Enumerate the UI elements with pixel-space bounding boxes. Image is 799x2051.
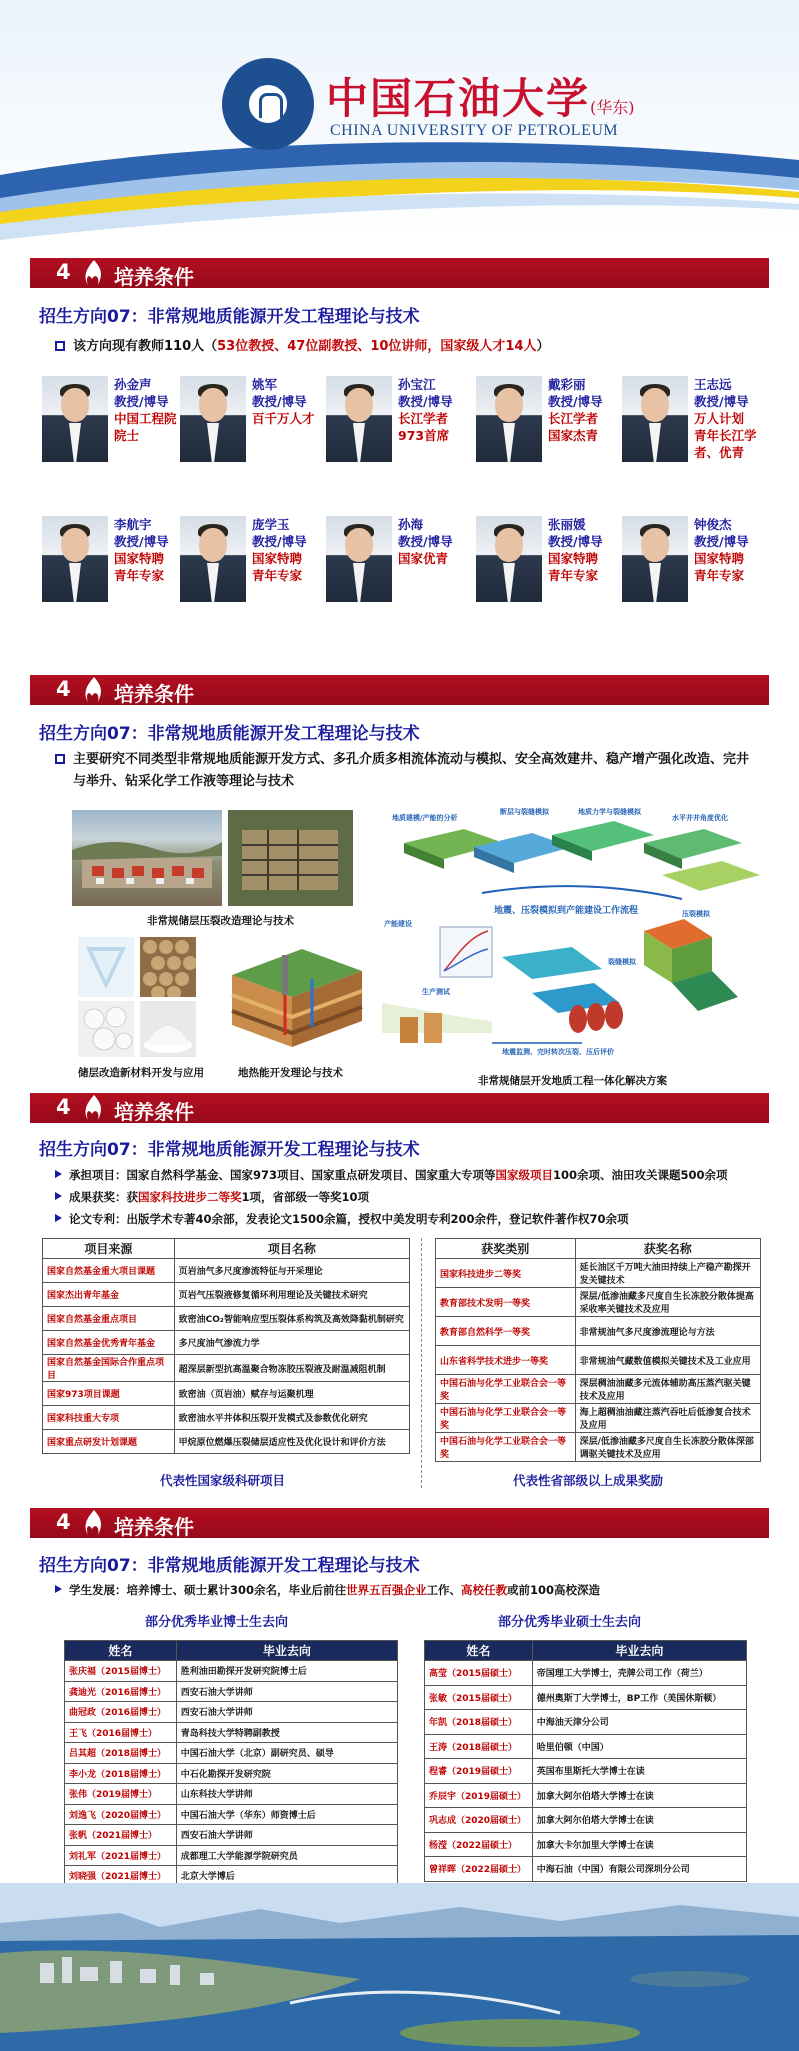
portrait-photo: [476, 376, 542, 462]
faculty-honor: 国家特聘 青年专家: [114, 551, 165, 583]
row-label-cell: 刘礼军（2021届博士）: [65, 1845, 177, 1866]
faculty-name: 李航宇: [114, 517, 152, 532]
flame-logo-icon: [82, 1509, 106, 1537]
row-value-cell: 中石化勘探开发研究院: [176, 1763, 397, 1784]
row-value-cell: 致密油（页岩油）赋存与运聚机理: [174, 1382, 409, 1406]
table-row: [43, 1406, 410, 1430]
table-row: [436, 1433, 761, 1462]
geothermal-block-graphic: [222, 935, 372, 1055]
row-value-cell: 延长油区千万吨大油田持续上产稳产勘探开发关键技术: [575, 1259, 760, 1288]
row-label-cell: 吕其超（2018届博士）: [65, 1743, 177, 1764]
row-label-cell: 中国石油与化学工业联合会一等奖: [436, 1404, 576, 1433]
faculty-title: 教授/博导: [114, 534, 169, 549]
table-row: [65, 1722, 398, 1743]
table-row: [425, 1685, 747, 1710]
table-row: [425, 1832, 747, 1857]
faculty-title: 教授/博导: [252, 534, 307, 549]
column-header: 姓名: [425, 1641, 533, 1661]
table-row: [425, 1661, 747, 1686]
university-seal-icon: [222, 58, 314, 150]
projects-table-caption: 代表性国家级科研项目: [160, 1473, 286, 1488]
direction-title: 招生方向07：非常规地质能源开发工程理论与技术: [39, 724, 420, 744]
row-label-cell: 张帆（2021届博士）: [65, 1825, 177, 1846]
projects-table: [42, 1238, 410, 1454]
row-label-cell: 国家科技重大专项: [43, 1406, 175, 1430]
table-divider: [421, 1238, 422, 1488]
faculty-honor: 国家特聘 青年专家: [694, 551, 745, 583]
row-value-cell: 哈里伯顿（中国）: [532, 1734, 746, 1759]
section-banner: 4 培养条件: [30, 1508, 769, 1538]
faculty-honor: 中国工程院院士: [114, 411, 177, 443]
portrait-photo: [42, 516, 108, 602]
row-value-cell: 帝国理工大学博士，壳牌公司工作（荷兰）: [532, 1661, 746, 1686]
table-header-row: [436, 1239, 761, 1259]
diagram-center-label: 地震、压裂模拟到产能建设工作流程: [494, 906, 639, 916]
row-label-cell: 国家自然基金国际合作重点项目: [43, 1355, 175, 1382]
row-label-cell: 国家自然基金重大项目课题: [43, 1259, 175, 1283]
material-beads-photo: [140, 937, 196, 997]
column-header: 毕业去向: [532, 1641, 746, 1661]
row-value-cell: 中海油天津分公司: [532, 1710, 746, 1735]
row-value-cell: 页岩油气多尺度渗流特征与开采理论: [174, 1259, 409, 1283]
row-value-cell: 致密油CO₂智能响应型压裂体系构筑及高效降黏机制研究: [174, 1307, 409, 1331]
row-label-cell: 王涛（2018届硕士）: [425, 1734, 533, 1759]
row-value-cell: 北京大学博后: [176, 1866, 397, 1887]
row-value-cell: 非常规油气多尺度渗流理论与方法: [575, 1317, 760, 1346]
table-header-row: [425, 1641, 747, 1661]
row-value-cell: 西安石油大学讲师: [176, 1681, 397, 1702]
table-row: [65, 1825, 398, 1846]
student-development: 学生发展：培养博士、硕士累计300余名，毕业后前往世界五百强企业工作、高校任教或前100高校深造: [55, 1580, 600, 1600]
row-value-cell: 致密油水平井体积压裂开发模式及参数优化研究: [174, 1406, 409, 1430]
faculty-summary: 该方向现有教师110人（53位教授、47位副教授、10位讲师，国家级人才14人）: [55, 336, 550, 357]
table-row: [425, 1808, 747, 1833]
row-value-cell: 加拿大阿尔伯塔大学博士在读: [532, 1783, 746, 1808]
achievement-awards: 成果获奖：获国家科技进步二等奖1项，省部级一等奖10项: [55, 1187, 369, 1207]
row-label-cell: 年凯（2018届硕士）: [425, 1710, 533, 1735]
table-row: [436, 1404, 761, 1433]
faculty-honor: 长江学者 国家杰青: [548, 411, 599, 443]
row-label-cell: 国家自然基金重点项目: [43, 1307, 175, 1331]
column-header: 项目名称: [174, 1239, 409, 1259]
page-header: [0, 0, 799, 240]
row-value-cell: 非常规油气藏数值模拟关键技术及工业应用: [575, 1346, 760, 1375]
row-value-cell: 西安石油大学讲师: [176, 1825, 397, 1846]
research-bullet: 主要研究不同类型非常规地质能源开发方式、多孔介质多相流体流动与模拟、安全高效建井、稳产增产强化改造、完井与举升、钻采化学工作液等理论与技术: [55, 749, 755, 793]
table-header-row: [43, 1239, 410, 1259]
faculty-name: 孙海: [398, 517, 424, 532]
row-label-cell: 张敏（2015届硕士）: [425, 1685, 533, 1710]
direction-title: 招生方向07：非常规地质能源开发工程理论与技术: [39, 1556, 420, 1576]
diagram-label: 水平井井角度优化: [672, 814, 728, 822]
row-value-cell: 深层稠油油藏多元流体辅助高压蒸汽驱关键技术及应用: [575, 1375, 760, 1404]
phd-table: [64, 1640, 398, 1887]
row-value-cell: 中国石油大学（华东）师资博士后: [176, 1804, 397, 1825]
row-label-cell: 国家杰出青年基金: [43, 1283, 175, 1307]
row-value-cell: 山东科技大学讲师: [176, 1784, 397, 1805]
table-row: [43, 1430, 410, 1454]
column-header: 获奖类别: [436, 1239, 576, 1259]
diagram-label: 地震监测、完时转次压裂、压后评价: [502, 1048, 614, 1056]
row-value-cell: 中国石油大学（北京）副研究员、硕导: [176, 1743, 397, 1764]
column-header: 毕业去向: [176, 1641, 397, 1661]
row-value-cell: 页岩气压裂液修复循环利用理论及关键技术研究: [174, 1283, 409, 1307]
diagram-label: 裂缝模拟: [608, 958, 636, 966]
table-row: [65, 1702, 398, 1723]
material-powder-photo: [140, 1001, 196, 1057]
drilling-pad-photo: [228, 810, 353, 906]
portrait-photo: [326, 516, 392, 602]
faculty-name: 姚军: [252, 377, 278, 392]
master-caption: 部分优秀毕业硕士生去向: [498, 1615, 642, 1630]
faculty-title: 教授/博导: [548, 394, 603, 409]
row-label-cell: 国家科技进步二等奖: [436, 1259, 576, 1288]
faculty-name: 孙金声: [114, 377, 152, 392]
faculty-title: 教授/博导: [548, 534, 603, 549]
row-value-cell: 胜利油田勘探开发研究院博士后: [176, 1661, 397, 1682]
table-row: [43, 1382, 410, 1406]
table-row: [43, 1307, 410, 1331]
material-crystal-photo: [78, 937, 134, 997]
row-label-cell: 国家重点研发计划课题: [43, 1430, 175, 1454]
row-value-cell: 海上超稠油油藏注蒸汽吞吐后低渗复合技术及应用: [575, 1404, 760, 1433]
row-value-cell: 多尺度油气渗流力学: [174, 1331, 409, 1355]
flame-logo-icon: [82, 676, 106, 704]
faculty-honor: 国家特聘 青年专家: [548, 551, 599, 583]
table-row: [436, 1375, 761, 1404]
table-row: [425, 1710, 747, 1735]
section-banner: 4 培养条件: [30, 675, 769, 705]
faculty-panel: [30, 258, 769, 643]
row-value-cell: 德州奥斯丁大学博士，BP工作（美国休斯顿）: [532, 1685, 746, 1710]
achievement-projects: 承担项目：国家自然科学基金、国家973项目、国家重点研发项目、国家重大专项等国家级项目100余项、油田攻关课题500余项: [55, 1165, 728, 1185]
section-banner: 4 培养条件: [30, 1093, 769, 1123]
table-row: [43, 1283, 410, 1307]
row-value-cell: 甲烷原位燃爆压裂储层适应性及优化设计和评价方法: [174, 1430, 409, 1454]
table-header-row: [65, 1641, 398, 1661]
university-name-en: CHINA UNIVERSITY OF PETROLEUM: [330, 122, 619, 139]
flame-logo-icon: [82, 1094, 106, 1122]
diagram-label: 产能建设: [384, 920, 412, 928]
faculty-title: 教授/博导: [252, 394, 307, 409]
table-row: [43, 1355, 410, 1382]
row-label-cell: 乔辰宇（2019届硕士）: [425, 1783, 533, 1808]
fracturing-site-photo: [72, 810, 222, 906]
portrait-photo: [326, 376, 392, 462]
table-row: [43, 1331, 410, 1355]
diagram-label: 地质力学与裂缝模拟: [578, 808, 641, 816]
row-label-cell: 张庆福（2015届博士）: [65, 1661, 177, 1682]
master-table: [424, 1640, 747, 1882]
row-label-cell: 王飞（2016届博士）: [65, 1722, 177, 1743]
awards-table-caption: 代表性省部级以上成果奖励: [513, 1473, 664, 1488]
row-value-cell: 加拿大阿尔伯塔大学博士在读: [532, 1808, 746, 1833]
row-label-cell: 中国石油与化学工业联合会一等奖: [436, 1375, 576, 1404]
row-label-cell: 张伟（2019届博士）: [65, 1784, 177, 1805]
row-label-cell: 中国石油与化学工业联合会一等奖: [436, 1433, 576, 1462]
row-label-cell: 李小龙（2018届博士）: [65, 1763, 177, 1784]
faculty-name: 孙宝江: [398, 377, 436, 392]
column-header: 获奖名称: [575, 1239, 760, 1259]
table-row: [425, 1734, 747, 1759]
campus-aerial-photo: [0, 1883, 799, 2051]
diagram-label: 断层与裂缝模拟: [500, 808, 549, 816]
row-label-cell: 刘晓强（2021届博士）: [65, 1866, 177, 1887]
row-label-cell: 程睿（2019届硕士）: [425, 1759, 533, 1784]
row-label-cell: 巩志成（2020届硕士）: [425, 1808, 533, 1833]
table-row: [65, 1661, 398, 1682]
faculty-honor: 百千万人才: [252, 411, 315, 426]
direction-title: 招生方向07：非常规地质能源开发工程理论与技术: [39, 1140, 420, 1160]
students-panel: [30, 1508, 769, 1905]
row-label-cell: 刘逸飞（2020届博士）: [65, 1804, 177, 1825]
table-row: [436, 1317, 761, 1346]
faculty-honor: 万人计划 青年长江学者、优青: [694, 411, 757, 460]
row-label-cell: 曾祥晖（2022届硕士）: [425, 1857, 533, 1882]
faculty-name: 钟俊杰: [694, 517, 732, 532]
table-row: [436, 1288, 761, 1317]
faculty-title: 教授/博导: [694, 394, 749, 409]
table-row: [425, 1759, 747, 1784]
row-value-cell: 中海石油（中国）有限公司深圳分公司: [532, 1857, 746, 1882]
row-label-cell: 曲冠政（2016届博士）: [65, 1702, 177, 1723]
row-value-cell: 超深层新型抗高温聚合物冻胶压裂液及耐温减阻机制: [174, 1355, 409, 1382]
faculty-title: 教授/博导: [114, 394, 169, 409]
portrait-photo: [180, 516, 246, 602]
caption-integrated: 非常规储层开发地质工程一体化解决方案: [478, 1075, 667, 1087]
achievements-panel: [30, 1093, 769, 1498]
achievement-papers: 论文专利：出版学术专著40余部，发表论文1500余篇，授权中美发明专利200余件，登记软件著作权70余项: [55, 1209, 629, 1229]
row-label-cell: 教育部自然科学一等奖: [436, 1317, 576, 1346]
faculty-name: 庞学玉: [252, 517, 290, 532]
university-name-cn: 中国石油大学(华东): [326, 74, 635, 123]
material-spheres-photo: [78, 1001, 134, 1057]
diagram-label: 生产测试: [422, 988, 450, 996]
table-row: [65, 1784, 398, 1805]
row-label-cell: 国家自然基金优秀青年基金: [43, 1331, 175, 1355]
row-value-cell: 加拿大卡尔加里大学博士在读: [532, 1832, 746, 1857]
row-label-cell: 教育部技术发明一等奖: [436, 1288, 576, 1317]
research-panel: [30, 675, 769, 1085]
row-label-cell: 高莹（2015届硕士）: [425, 1661, 533, 1686]
table-row: [65, 1804, 398, 1825]
faculty-name: 王志远: [694, 377, 732, 392]
row-label-cell: 山东省科学技术进步一等奖: [436, 1346, 576, 1375]
table-row: [65, 1743, 398, 1764]
table-row: [65, 1845, 398, 1866]
phd-caption: 部分优秀毕业博士生去向: [145, 1615, 289, 1630]
faculty-name: 戴彩丽: [548, 377, 586, 392]
row-value-cell: 青岛科技大学特聘副教授: [176, 1722, 397, 1743]
row-value-cell: 成都理工大学能源学院研究员: [176, 1845, 397, 1866]
direction-title: 招生方向07：非常规地质能源开发工程理论与技术: [39, 307, 420, 327]
table-row: [436, 1346, 761, 1375]
table-row: [65, 1681, 398, 1702]
table-row: [43, 1259, 410, 1283]
caption-fracturing: 非常规储层压裂改造理论与技术: [147, 915, 294, 927]
faculty-honor: 国家优青: [398, 551, 449, 566]
faculty-honor: 国家特聘 青年专家: [252, 551, 303, 583]
caption-materials: 储层改造新材料开发与应用: [78, 1067, 204, 1079]
caption-geothermal: 地热能开发理论与技术: [238, 1067, 343, 1079]
faculty-honor: 长江学者 973首席: [398, 411, 450, 443]
table-row: [436, 1259, 761, 1288]
flame-logo-icon: [82, 259, 106, 287]
row-value-cell: 西安石油大学讲师: [176, 1702, 397, 1723]
faculty-title: 教授/博导: [398, 394, 453, 409]
integrated-workflow-diagram: [382, 807, 764, 1069]
diagram-label: 地质建模/产能的分析: [392, 814, 458, 822]
column-header: 姓名: [65, 1641, 177, 1661]
table-row: [425, 1783, 747, 1808]
portrait-photo: [476, 516, 542, 602]
portrait-photo: [42, 376, 108, 462]
table-row: [65, 1763, 398, 1784]
portrait-photo: [622, 516, 688, 602]
row-label-cell: 国家973项目课题: [43, 1382, 175, 1406]
portrait-photo: [180, 376, 246, 462]
awards-table: [435, 1238, 761, 1462]
faculty-title: 教授/博导: [694, 534, 749, 549]
faculty-title: 教授/博导: [398, 534, 453, 549]
diagram-label: 压裂模拟: [682, 910, 710, 918]
table-row: [425, 1857, 747, 1882]
section-banner: 4 培养条件: [30, 258, 769, 288]
row-value-cell: 英国布里斯托大学博士在读: [532, 1759, 746, 1784]
row-label-cell: 杨滢（2022届硕士）: [425, 1832, 533, 1857]
row-value-cell: 深层/低渗油藏多尺度自生长冻胶分散体提高采收率关键技术及应用: [575, 1288, 760, 1317]
portrait-photo: [622, 376, 688, 462]
row-label-cell: 龚迪光（2016届博士）: [65, 1681, 177, 1702]
faculty-name: 张丽媛: [548, 517, 586, 532]
column-header: 项目来源: [43, 1239, 175, 1259]
row-value-cell: 深层/低渗油藏多尺度自生长冻胶分散体深部调驱关键技术及应用: [575, 1433, 760, 1462]
